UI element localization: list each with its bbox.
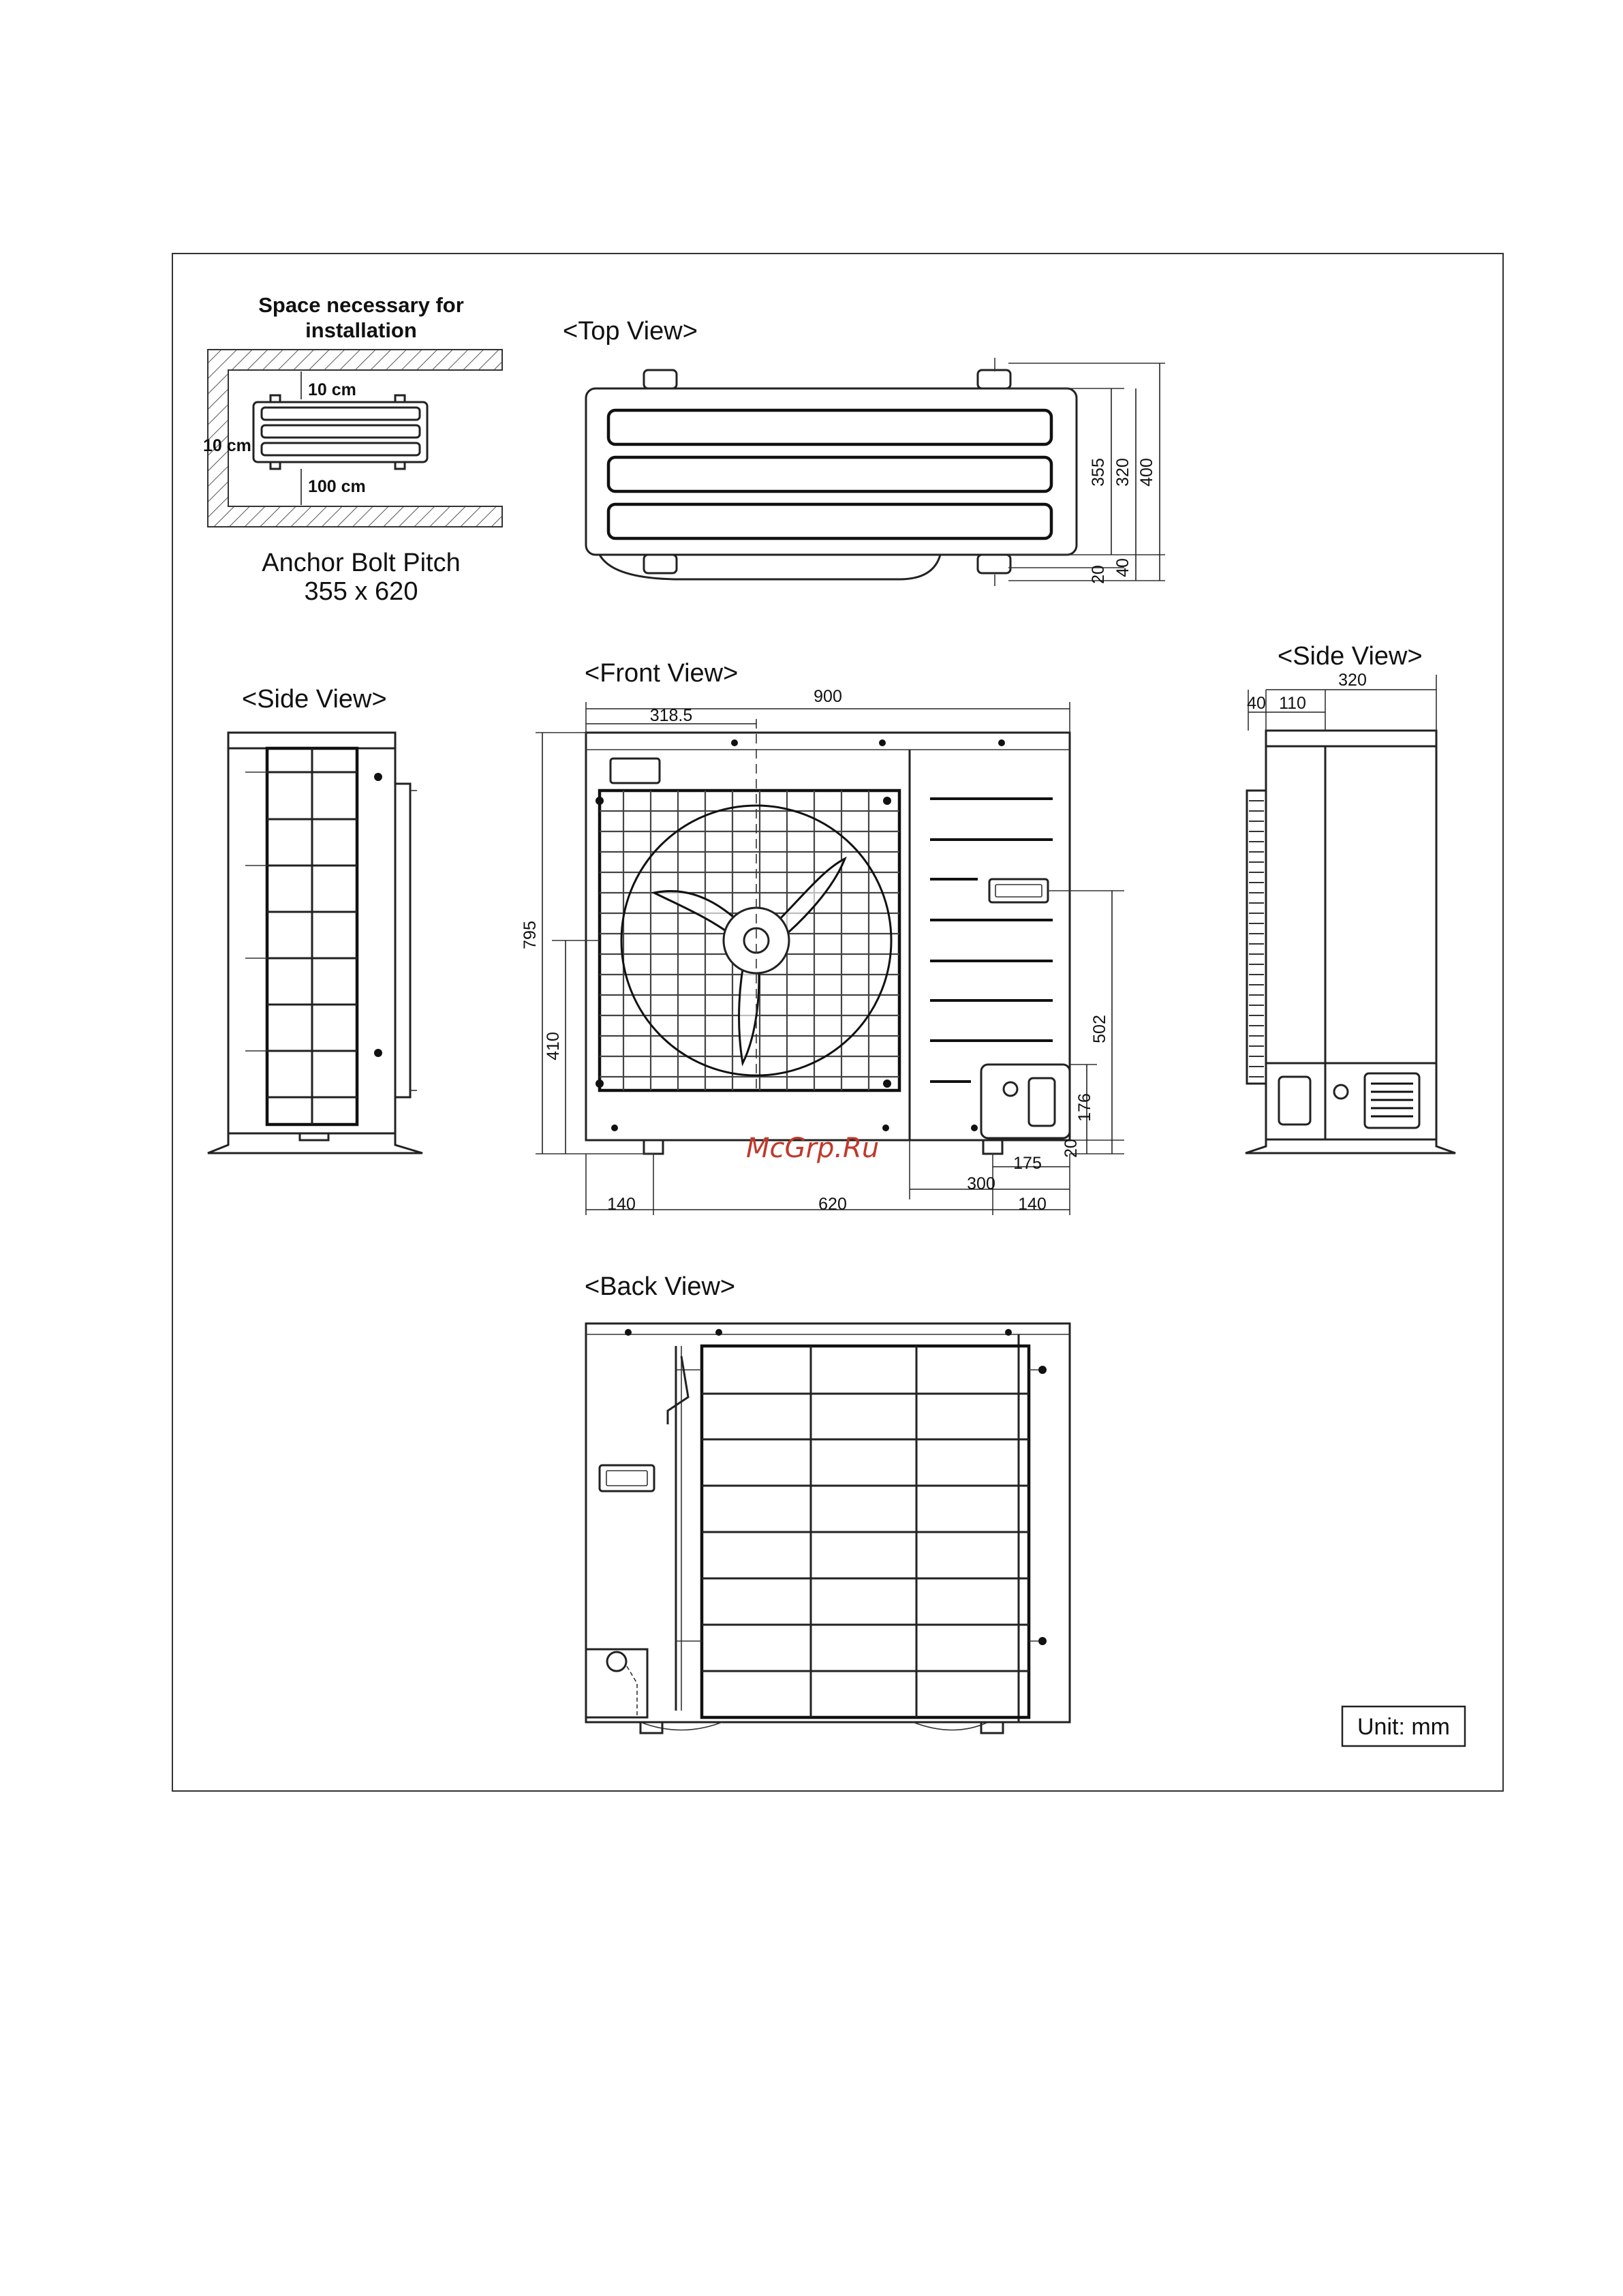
front-dim-20: 20	[1062, 1139, 1081, 1158]
watermark: McGrp.Ru	[746, 1133, 880, 1164]
install-title-line2: installation	[305, 318, 417, 342]
side-right-base	[1246, 1139, 1455, 1153]
front-dim-900: 900	[814, 687, 842, 706]
top-view-title: <Top View>	[563, 317, 698, 346]
top-view	[563, 317, 1165, 586]
side-dim-320: 320	[1338, 671, 1367, 690]
installation-space-diagram	[203, 293, 502, 606]
back-view-body	[586, 1323, 1070, 1722]
front-dim-140-right: 140	[1018, 1195, 1047, 1214]
side-dim-110: 110	[1279, 694, 1306, 713]
front-view	[521, 659, 1124, 1215]
top-view-body	[586, 388, 1077, 555]
side-view-left	[208, 685, 422, 1153]
unit-label: Unit: mm	[1357, 1714, 1450, 1740]
front-dim-318-5: 318.5	[649, 706, 693, 725]
top-dim-20: 20	[1089, 565, 1108, 584]
side-left-base	[208, 1133, 422, 1153]
clearance-top: 10 cm	[308, 380, 356, 399]
front-dim-176: 176	[1075, 1093, 1094, 1122]
front-dim-140-left: 140	[607, 1195, 636, 1214]
back-view-title: <Back View>	[585, 1272, 736, 1301]
install-title-line1: Space necessary for	[258, 293, 464, 317]
side-right-coil	[1247, 791, 1266, 1084]
top-dim-355: 355	[1089, 458, 1108, 487]
top-dim-40: 40	[1113, 558, 1132, 577]
anchor-bolt-title: Anchor Bolt Pitch	[262, 549, 461, 577]
top-dim-400: 400	[1137, 458, 1156, 487]
fan-guard-arc	[600, 555, 940, 579]
front-dim-795: 795	[521, 921, 540, 949]
side-left-coil	[395, 784, 410, 1097]
top-dim-320: 320	[1113, 458, 1132, 487]
back-view	[585, 1272, 1070, 1733]
front-dim-502: 502	[1090, 1015, 1109, 1043]
side-view-right-title: <Side View>	[1278, 642, 1423, 671]
side-view-left-title: <Side View>	[242, 685, 387, 714]
front-view-title: <Front View>	[585, 659, 739, 688]
clearance-side: 10 cm	[203, 436, 251, 455]
side-dim-40: 40	[1247, 694, 1266, 713]
side-view-right	[1246, 642, 1455, 1153]
clearance-front: 100 cm	[308, 477, 366, 496]
anchor-bolt-value: 355 x 620	[304, 577, 418, 606]
install-unit-outline	[253, 402, 427, 462]
front-dim-175: 175	[1013, 1154, 1042, 1173]
front-dim-300: 300	[967, 1174, 995, 1193]
front-dim-620: 620	[818, 1195, 847, 1214]
side-right-body	[1266, 731, 1436, 1139]
front-view-body	[586, 733, 1070, 1140]
front-dim-410: 410	[544, 1032, 563, 1060]
